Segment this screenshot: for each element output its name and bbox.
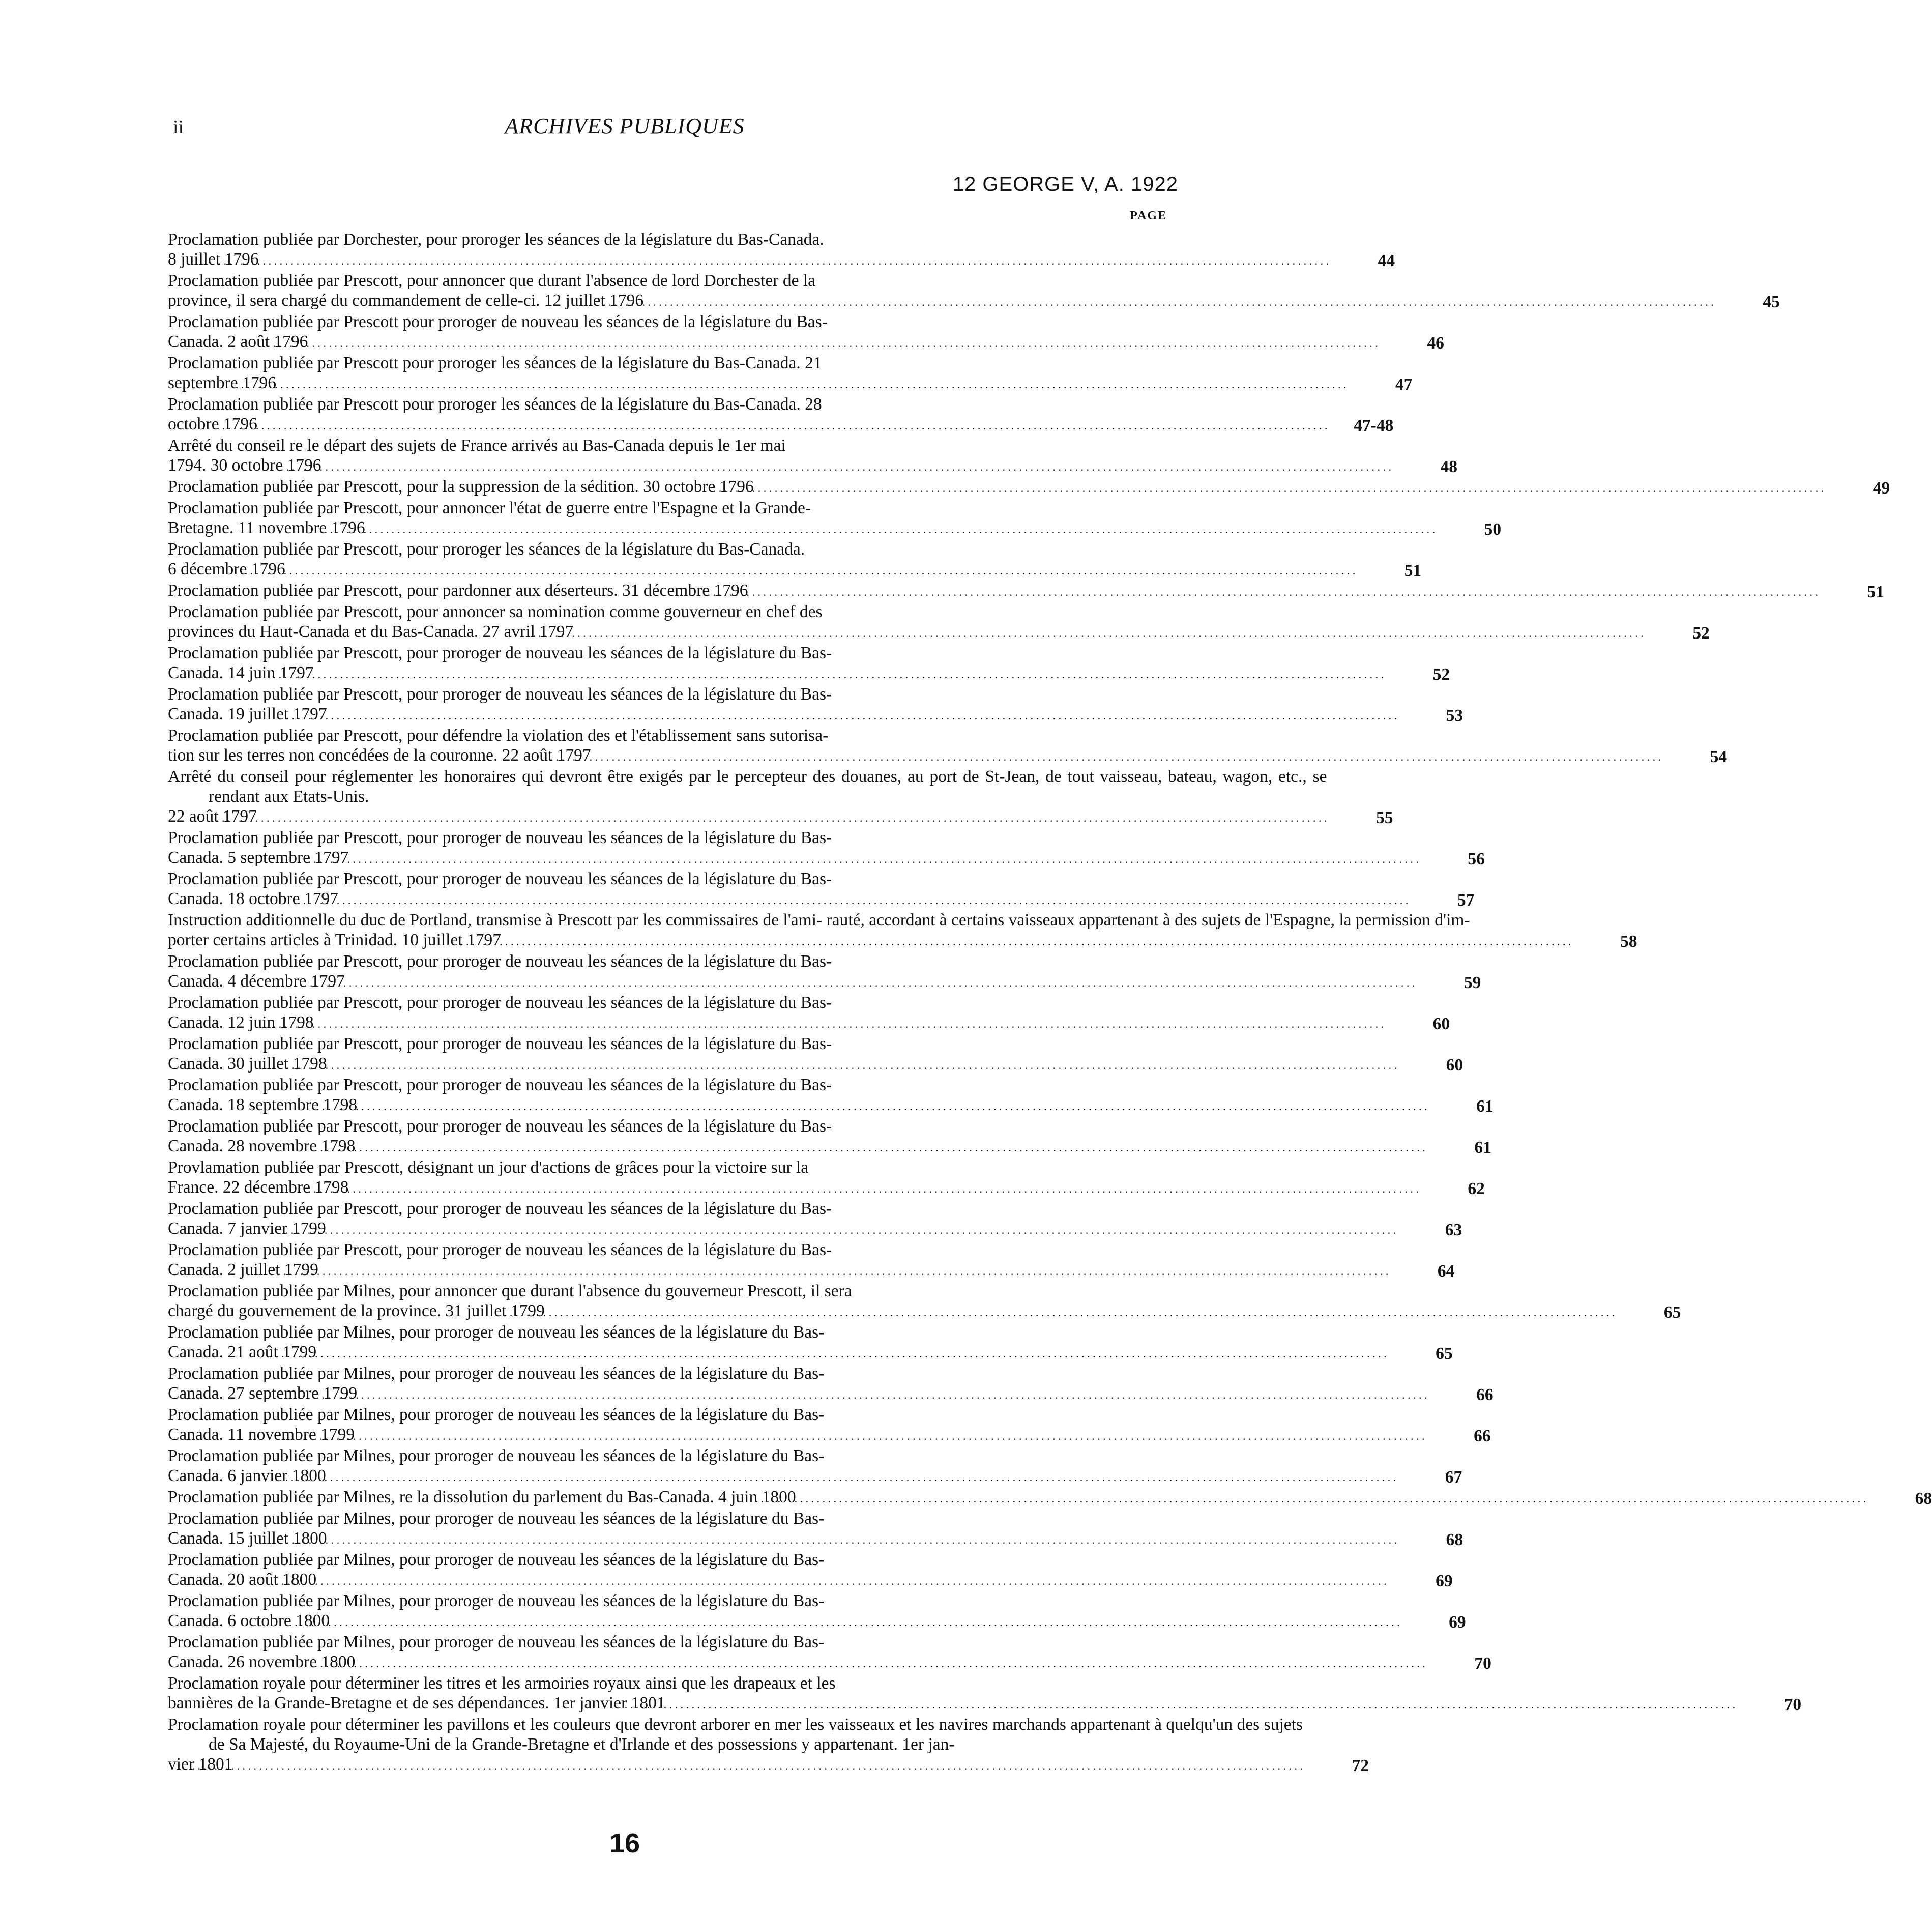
entry-final-line: Canada. 21 août 1799	[168, 1343, 317, 1361]
entry-page-number: 57	[1457, 891, 1475, 910]
entry-title: Proclamation publiée par Prescott, pour annoncer sa nomination comme gouverneur en chef des	[168, 602, 823, 621]
entry-final-line: Canada. 28 novembre 1798	[168, 1137, 356, 1155]
dot-leader	[321, 455, 1391, 477]
dot-leader	[591, 745, 1661, 767]
entry-title: Proclamation publiée par Milnes, pour proroger de nouveau les séances de la législature du Bas-	[168, 1405, 825, 1424]
dot-leader	[257, 414, 1328, 436]
entry-title: Arrêté du conseil pour réglementer les honoraires qui devront être exigés par le percepteur des douanes, au port de St-Jean, de tout vaisseau, bateau, wagon, etc., se rendant aux Etats-Unis.	[168, 767, 1327, 806]
entry-page-number: 59	[1463, 973, 1481, 992]
entry-page-number: 66	[1474, 1427, 1491, 1445]
entry-final-line: 6 décembre 1796	[168, 560, 285, 578]
entry-page-number: 50	[1484, 520, 1502, 539]
entry-final-line: bannières de la Grande-Bretagne et de ses dépendances. 1er janvier 1801	[168, 1694, 665, 1713]
entry-title: Proclamation publiée par Prescott pour proroger les séances de la législature du Bas-Canada. 21	[168, 354, 822, 372]
entry-final-line: chargé du gouvernement de la province. 31 juillet 1799	[168, 1301, 545, 1320]
entry-final-line: Canada. 6 janvier 1800	[168, 1466, 326, 1485]
entry-final-line: Canada. 5 septembre 1797	[168, 848, 349, 867]
entry-final-line: Canada. 4 décembre 1797	[168, 972, 345, 991]
toc-entry	[168, 869, 1475, 910]
dot-leader	[327, 704, 1397, 726]
toc-entry	[168, 828, 1485, 869]
dot-leader	[276, 373, 1346, 394]
toc-entry	[168, 1075, 1494, 1116]
dot-leader	[348, 848, 1419, 869]
entry-final-line: octobre 1796	[168, 415, 257, 433]
entry-final-line: Proclamation publiée par Milnes, re la dissolution du parlement du Bas-Canada. 4 juin 1800	[168, 1488, 796, 1506]
toc-entry	[168, 539, 1422, 581]
entry-title: Proclamation publiée par Prescott, pour annoncer que durant l'absence de lord Dorchester de la	[168, 271, 815, 290]
toc-entry	[168, 1715, 1369, 1776]
toc-entry	[168, 1281, 1681, 1322]
dot-leader	[316, 1342, 1387, 1364]
toc-entry	[168, 436, 1457, 477]
entry-title: Proclamation publiée par Prescott, pour proroger de nouveau les séances de la législature du Bas-	[168, 1076, 832, 1094]
entry-page-number: 47-48	[1354, 416, 1394, 435]
entry-final-line: Canada. 6 octobre 1800	[168, 1611, 330, 1630]
dot-leader	[754, 477, 1824, 498]
dot-leader	[357, 1383, 1427, 1405]
dot-leader	[327, 1054, 1397, 1075]
toc-entry	[168, 353, 1413, 394]
dot-leader	[232, 1754, 1303, 1776]
entry-title: Instruction additionnelle du duc de Portland, transmise à Prescott par les commissaires de l'ami- rauté, accordant à certains vaisseaux appartenant à des sujets de l'Espagne, la permission d'im-	[168, 911, 1470, 930]
toc-entry	[168, 1487, 1932, 1509]
entry-title: Proclamation publiée par Prescott, pour proroger de nouveau les séances de la législature du Bas-	[168, 952, 832, 971]
entry-title: Proclamation publiée par Milnes, pour proroger de nouveau les séances de la législature du Bas-	[168, 1323, 825, 1342]
dot-leader	[345, 971, 1415, 993]
dot-leader	[326, 1219, 1396, 1240]
entry-final-line: Canada. 27 septembre 1799	[168, 1384, 358, 1403]
toc-entry	[168, 1034, 1463, 1075]
dot-leader	[357, 1095, 1427, 1116]
dot-leader	[338, 889, 1409, 910]
entry-final-line: Canada. 12 juin 1798	[168, 1013, 314, 1032]
folio-number: 16	[609, 1828, 640, 1859]
toc-entry	[168, 1509, 1463, 1550]
entry-page-number: 69	[1449, 1613, 1466, 1632]
dot-leader	[326, 1466, 1396, 1487]
entry-page-number: 68	[1915, 1489, 1932, 1508]
entry-final-line: Proclamation publiée par Prescott, pour la suppression de la sédition. 30 octobre 1796	[168, 477, 754, 496]
dot-leader	[259, 249, 1329, 271]
toc-entry	[168, 767, 1393, 828]
dot-leader	[285, 559, 1356, 581]
dot-leader	[257, 806, 1327, 828]
page-number: ii	[173, 117, 184, 138]
toc-entry	[168, 1157, 1485, 1199]
entry-final-line: 8 juillet 1796	[168, 250, 259, 269]
toc-entry	[168, 498, 1502, 539]
dot-leader	[643, 291, 1714, 312]
entry-title: Proclamation publiée par Prescott, pour proroger de nouveau les séances de la législature du Bas-	[168, 1199, 832, 1218]
entry-final-line: Canada. 18 septembre 1798	[168, 1095, 358, 1114]
dot-leader	[365, 518, 1436, 539]
entry-title: Proclamation publiée par Prescott, pour proroger de nouveau les séances de la législature du Bas-	[168, 828, 832, 847]
entry-title: Proclamation publiée par Prescott, pour proroger de nouveau les séances de la législature du Bas-	[168, 1240, 832, 1259]
toc-entry	[168, 1632, 1491, 1673]
entry-title: Proclamation publiée par Milnes, pour proroger de nouveau les séances de la législature du Bas-	[168, 1446, 825, 1465]
toc-entry	[168, 1199, 1462, 1240]
entry-final-line: Canada. 2 août 1796	[168, 332, 308, 351]
entry-final-line: porter certains articles à Trinidad. 10 juillet 1797	[168, 931, 501, 949]
entry-title: Proclamation publiée par Milnes, pour proroger de nouveau les séances de la législature du Bas-	[168, 1591, 825, 1610]
entry-final-line: septembre 1796	[168, 373, 277, 392]
toc-entry	[168, 1550, 1453, 1591]
entry-final-line: Canada. 2 juillet 1799	[168, 1260, 318, 1279]
entry-title: Proclamation publiée par Milnes, pour annoncer que durant l'absence du gouverneur Prescott, il sera	[168, 1282, 852, 1300]
entry-title: Proclamation publiée par Prescott pour proroger de nouveau les séances de la législature du Bas-	[168, 312, 828, 331]
entry-page-number: 72	[1352, 1756, 1369, 1775]
toc-entry	[168, 271, 1780, 312]
table-of-contents	[168, 229, 1932, 1776]
toc-entry	[168, 726, 1728, 767]
entry-final-line: tion sur les terres non concédées de la couronne. 22 août 1797	[168, 746, 591, 765]
dot-leader	[665, 1693, 1736, 1715]
entry-title: Proclamation publiée par Prescott, pour proroger de nouveau les séances de la législature du Bas-	[168, 685, 832, 704]
entry-final-line: vier 1801	[168, 1755, 233, 1774]
entry-page-number: 64	[1437, 1262, 1455, 1281]
entry-title: Provlamation publiée par Prescott, désignant un jour d'actions de grâces pour la victoire sur la	[168, 1158, 809, 1177]
entry-page-number: 48	[1440, 457, 1457, 476]
entry-title: Proclamation publiée par Milnes, pour proroger de nouveau les séances de la législature du Bas-	[168, 1550, 825, 1569]
toc-entry	[168, 602, 1710, 643]
entry-page-number: 55	[1375, 808, 1393, 827]
entry-title: Proclamation royale pour déterminer les pavillons et les couleurs que devront arborer en mer les vaisseaux et les navires marchands appartenant à quelqu'un des sujets de Sa Majesté, du Royaume-Uni de la Grande-Bretagne et d'Irlande et des possessions y appartenant. 1er jan-	[168, 1715, 1303, 1754]
entry-title: Proclamation publiée par Prescott, pour proroger de nouveau les séances de la législature du Bas-	[168, 1034, 832, 1053]
dot-leader	[355, 1425, 1425, 1446]
entry-page-number: 61	[1476, 1097, 1494, 1116]
toc-entry	[168, 1591, 1466, 1632]
entry-title: Proclamation publiée par Milnes, pour proroger de nouveau les séances de la législature du Bas-	[168, 1509, 825, 1528]
toc-entry	[168, 229, 1395, 271]
entry-final-line: Canada. 15 juillet 1800	[168, 1529, 327, 1548]
entry-page-number: 70	[1784, 1695, 1802, 1714]
entry-page-number: 44	[1378, 251, 1395, 270]
entry-page-number: 58	[1620, 932, 1637, 951]
entry-page-number: 63	[1445, 1221, 1462, 1239]
entry-page-number: 65	[1663, 1303, 1681, 1322]
dot-leader	[501, 930, 1571, 951]
entry-title: Proclamation royale pour déterminer les titres et les armoiries royaux ainsi que les drapeaux et les	[168, 1674, 836, 1693]
entry-final-line: Canada. 7 janvier 1799	[168, 1219, 326, 1238]
toc-entry	[168, 1322, 1453, 1364]
toc-entry	[168, 1116, 1491, 1157]
entry-page-number: 65	[1436, 1344, 1453, 1363]
entry-final-line: France. 22 décembre 1798	[168, 1178, 349, 1197]
toc-entry	[168, 1673, 1802, 1715]
entry-final-line: 1794. 30 octobre 1796	[168, 456, 321, 475]
toc-entry	[168, 312, 1444, 353]
entry-final-line: Canada. 11 novembre 1799	[168, 1425, 355, 1444]
entry-final-line: Canada. 19 juillet 1797	[168, 705, 327, 723]
dot-leader	[573, 622, 1644, 643]
toc-entry	[168, 643, 1450, 684]
toc-entry	[168, 1405, 1491, 1446]
dot-leader	[318, 1260, 1389, 1281]
toc-entry	[168, 910, 1637, 951]
entry-page-number: 66	[1476, 1385, 1494, 1404]
entry-title: Proclamation publiée par Milnes, pour proroger de nouveau les séances de la législature du Bas-	[168, 1633, 825, 1651]
entry-title: Arrêté du conseil re le départ des sujets de France arrivés au Bas-Canada depuis le 1er mai	[168, 436, 786, 455]
entry-page-number: 53	[1446, 706, 1463, 725]
dot-leader	[314, 1012, 1384, 1034]
entry-page-number: 68	[1446, 1530, 1463, 1549]
entry-final-line: provinces du Haut-Canada et du Bas-Canada. 27 avril 1797	[168, 622, 574, 641]
entry-page-number: 62	[1468, 1179, 1485, 1198]
entry-page-number: 60	[1446, 1056, 1463, 1075]
toc-entry	[168, 1240, 1455, 1281]
entry-page-number: 60	[1432, 1015, 1450, 1033]
entry-page-number: 49	[1872, 479, 1890, 498]
dot-leader	[327, 1528, 1397, 1550]
toc-entry	[168, 684, 1463, 726]
toc-entry	[168, 951, 1481, 993]
dot-leader	[796, 1487, 1866, 1509]
entry-page-number: 51	[1404, 561, 1422, 580]
page-column-label: PAGE	[1130, 209, 1167, 222]
toc-entry	[168, 1364, 1494, 1405]
entry-page-number: 52	[1692, 624, 1710, 643]
dot-leader	[348, 1177, 1419, 1199]
entry-page-number: 61	[1474, 1138, 1491, 1157]
entry-page-number: 69	[1436, 1572, 1453, 1590]
entry-page-number: 52	[1432, 665, 1450, 684]
entry-final-line: 22 août 1797	[168, 807, 257, 826]
entry-final-line: Canada. 26 novembre 1800	[168, 1653, 356, 1671]
session-reference: 12 GEORGE V, A. 1922	[952, 173, 1178, 195]
entry-title: Proclamation publiée par Dorchester, pour proroger les séances de la législature du Bas-Canada.	[168, 230, 824, 249]
entry-title: Proclamation publiée par Prescott, pour proroger de nouveau les séances de la législature du Bas-	[168, 1117, 832, 1136]
dot-leader	[355, 1652, 1425, 1673]
entry-title: Proclamation publiée par Prescott, pour proroger de nouveau les séances de la législature du Bas-	[168, 993, 832, 1012]
entry-final-line: Canada. 14 juin 1797	[168, 663, 314, 682]
entry-final-line: Proclamation publiée par Prescott, pour pardonner aux déserteurs. 31 décembre 1796	[168, 581, 748, 600]
entry-final-line: Canada. 18 octobre 1797	[168, 889, 338, 908]
entry-page-number: 47	[1395, 375, 1413, 394]
entry-final-line: Canada. 30 juillet 1798	[168, 1054, 327, 1073]
entry-title: Proclamation publiée par Prescott, pour proroger de nouveau les séances de la législature du Bas-	[168, 644, 832, 662]
entry-page-number: 51	[1867, 583, 1884, 601]
dot-leader	[545, 1301, 1615, 1322]
entry-page-number: 46	[1427, 334, 1444, 353]
dot-leader	[308, 332, 1378, 353]
entry-title: Proclamation publiée par Milnes, pour proroger de nouveau les séances de la législature du Bas-	[168, 1364, 825, 1383]
entry-page-number: 54	[1710, 747, 1728, 766]
entry-title: Proclamation publiée par Prescott, pour défendre la violation des et l'établissement sans sutorisa-	[168, 726, 829, 745]
entry-title: Proclamation publiée par Prescott, pour proroger les séances de la législature du Bas-Canada.	[168, 540, 805, 559]
running-title: ARCHIVES PUBLIQUES	[505, 113, 745, 138]
entry-final-line: province, il sera chargé du commandement de celle-ci. 12 juillet 1796	[168, 291, 644, 310]
dot-leader	[355, 1136, 1425, 1157]
toc-entry	[168, 1446, 1462, 1487]
entry-page-number: 45	[1763, 293, 1780, 311]
dot-leader	[314, 663, 1384, 684]
dot-leader	[330, 1611, 1400, 1632]
dot-leader	[316, 1570, 1387, 1591]
dot-leader	[748, 581, 1819, 602]
entry-title: Proclamation publiée par Prescott pour proroger les séances de la législature du Bas-Canada. 28	[168, 395, 822, 414]
entry-page-number: 70	[1474, 1654, 1491, 1673]
entry-final-line: Bretagne. 11 novembre 1796	[168, 518, 365, 537]
entry-page-number: 56	[1468, 850, 1485, 868]
entry-final-line: Canada. 20 août 1800	[168, 1570, 317, 1589]
toc-entry	[168, 394, 1394, 436]
toc-entry	[168, 993, 1450, 1034]
toc-entry	[168, 581, 1884, 602]
toc-entry	[168, 477, 1890, 498]
entry-title: Proclamation publiée par Prescott, pour annoncer l'état de guerre entre l'Espagne et la Grande-	[168, 499, 811, 517]
entry-page-number: 67	[1445, 1468, 1462, 1487]
entry-title: Proclamation publiée par Prescott, pour proroger de nouveau les séances de la législature du Bas-	[168, 869, 832, 888]
